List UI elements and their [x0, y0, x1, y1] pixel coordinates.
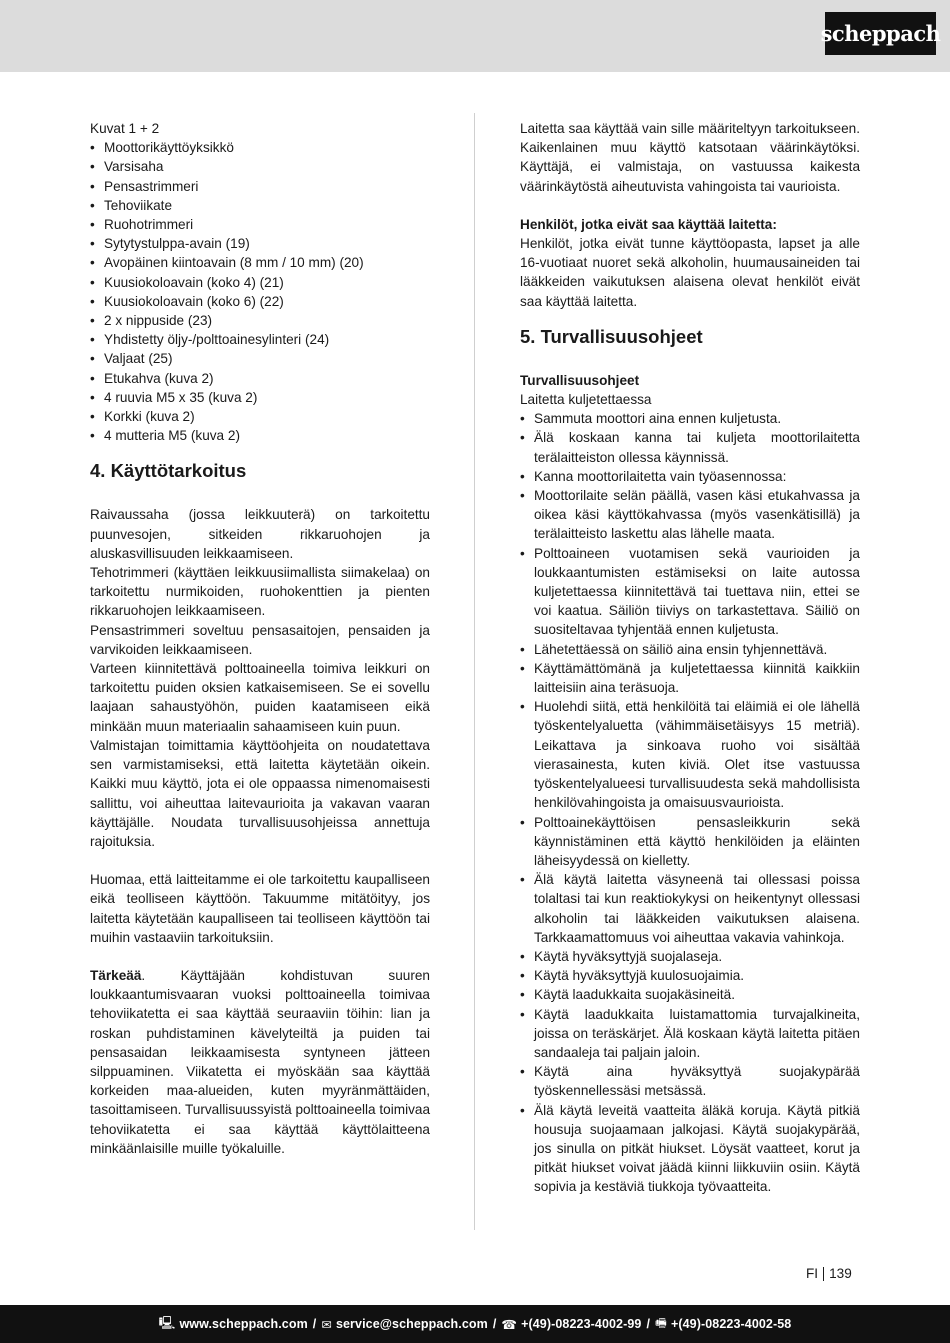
- list-item: • 4 mutteria M5 (kuva 2): [90, 426, 430, 445]
- brand-name: scheppach: [820, 21, 941, 46]
- safety-list: [520, 409, 860, 1196]
- list-item: • 4 ruuvia M5 x 35 (kuva 2): [90, 388, 430, 407]
- important-note: [90, 966, 430, 1158]
- safety-subheading: Turvallisuusohjeet: [520, 372, 640, 388]
- email-link[interactable]: service@scheppach.com: [335, 1317, 488, 1331]
- list-item: • Käyttämättömänä ja kuljetettaessa kiinnitä kaikkiin laitteisiin aina teräsuoja.: [520, 659, 860, 697]
- list-item: • Sytytystulppa-avain (19): [90, 234, 430, 253]
- list-item: • Kanna moottorilaitetta vain työasennossa:: [520, 467, 860, 486]
- list-item: • Valjaat (25): [90, 349, 430, 368]
- important-text: . Käyttäjään kohdistuvan suuren loukkaantumisvaaran vuoksi polttoaineella toimivaa tehoviikatetta ei saa käyttää seuraaviin töihin: lian ja roskan puhdistaminen kävelyteiltä ja puiden tai pensasaidan leikkaamisesta syntyneen jätteen silppuaminen. Viikatetta ei myöskään saa käyttää korkeiden maa-alueiden, kuten myyränmättäiden, tasoittamiseen. Turvallisuussyistä polttoaineella toimivaa tehoviikatetta ei saa käyttää käyttölaitteena minkäänlaisille muille työkaluille.: [90, 967, 431, 1156]
- list-item: • Älä käytä leveitä vaatteita äläkä koruja. Käytä pitkiä housuja suojaamaan jalkojasi. Käytä suojakypärää, jos sinulla on pitkät hiukset. Löysät vaatteet, korut ja pitkät hiukset voivat jäädä kiinni liikkuviin osiin. Käytä sopivia ja kestäviä tiukkoja työvaatteita.: [520, 1101, 860, 1197]
- usage-paragraph: Raivaussaha (jossa leikkuuterä) on tarkoitettu puunvesojen, sitkeiden rikkaruohojen ja aluskasvillisuuden leikkaamiseen.: [90, 507, 430, 561]
- header-band: [0, 0, 950, 72]
- list-item: • Käytä laadukkaita luistamattomia turvajalkineita, joissa on teräskärjet. Älä koskaan käytä laitetta pitäen sandaaleja tai paljain jaloin.: [520, 1005, 860, 1063]
- list-item: • Avopäinen kiintoavain (8 mm / 10 mm) (20): [90, 253, 430, 272]
- monitor-icon: 🖳: [158, 1315, 176, 1330]
- list-item: • Käytä hyväksyttyjä suojalaseja.: [520, 947, 860, 966]
- usage-paragraph: Valmistajan toimittamia käyttöohjeita on noudatettava sen varmistamiseksi, että laitetta käytetään oikein. Kaikki muu käyttö, jota ei ole oppaassa nimenomaisesti sallittu, voi aiheuttaa laitevaurioita ja vakavan vaaran käyttäjälle. Noudata turvallisuusohjeissa annettuja rajoituksia.: [90, 737, 430, 849]
- list-item: • Älä käytä laitetta väsyneenä tai ollessasi poissa tolaltasi tai kun reaktiokykysi on heikentynyt ollessasi alkoholin tai lääkkeiden vaikutuksen alaisena. Tarkkaamattomuus voi aiheuttaa vakavia vahinkoja.: [520, 870, 860, 947]
- right-column: [520, 119, 860, 1197]
- footer-contact-bar: 🖳 www.scheppach.com / ✉ service@scheppach.com / ☎ +(49)-08223-4002-99 / 🖷 +(49)-08223-4002-58: [0, 1305, 950, 1343]
- list-item: • Kuusiokoloavain (koko 4) (21): [90, 273, 430, 292]
- list-item: • Huolehdi siitä, että henkilöitä tai eläimiä ei ole lähellä työskentelyaluetta (vähimmäisetäisyys 15 metriä). Leikattava ja sinkoava ruoho voi sisältää vierasainesta, kuten kiviä. Olet itse vastuussa työskentelyalueesi turvallisuudesta sekä mahdollisista henkilövahingoista ja omaisuusvaurioista.: [520, 697, 860, 812]
- mail-icon: ✉: [321, 1317, 332, 1332]
- list-item: • Älä koskaan kanna tai kuljeta moottorilaitetta terälaitteiston ollessa käynnissä.: [520, 428, 860, 466]
- list-item: • 2 x nippuside (23): [90, 311, 430, 330]
- list-item: • Yhdistetty öljy-/polttoainesylinteri (24): [90, 330, 430, 349]
- important-label: Tärkeää: [90, 967, 142, 983]
- left-column: [90, 119, 430, 1158]
- usage-paragraph: Varteen kiinnitettävä polttoaineella toimiva leikkuri on tarkoitettu puiden oksien katkaisemiseen. Se ei sovellu laajaan sahaustyöhön, puiden kaatamiseen eikä minkään muun materiaalin sahaamiseen kuin puun.: [90, 661, 430, 734]
- list-item: • Ruohotrimmeri: [90, 215, 430, 234]
- delivery-list: [90, 138, 430, 445]
- phone-number: +(49)-08223-4002-99: [521, 1317, 642, 1331]
- list-item: • Etukahva (kuva 2): [90, 369, 430, 388]
- fax-icon: 🖷: [655, 1315, 667, 1330]
- list-item: • Moottorilaite selän päällä, vasen käsi etukahvassa ja oikea käsi käyttökahvassa (myös vasenkätisillä) ja terälaitteisto laskettu alas lähelle maata.: [520, 486, 860, 544]
- section-4-heading: 4. Käyttötarkoitus: [90, 460, 247, 482]
- list-item: • Käytä laadukkaita suojakäsineitä.: [520, 985, 860, 1004]
- list-item: • Käytä aina hyväksyttyä suojakypärää työskennellessäsi metsässä.: [520, 1062, 860, 1100]
- list-item: • Varsisaha: [90, 157, 430, 176]
- delivery-heading: Kuvat 1 + 2: [90, 121, 160, 136]
- section-5-heading: 5. Turvallisuusohjeet: [520, 325, 703, 347]
- list-item: • Polttoaineen vuotamisen sekä vaurioiden ja loukkaantumisten estämiseksi on laite autossa kuljetettaessa kiinnitettävä tai tuettava niin, ettei se voi kaatua. Säiliön tiiviys on tarkastettava. Säiliö on suositeltavaa tyhjentää ennen kuljetusta.: [520, 544, 860, 640]
- website-link[interactable]: www.scheppach.com: [179, 1317, 308, 1331]
- transport-label: Laitetta kuljetettaessa: [520, 392, 652, 408]
- fax-number: +(49)-08223-4002-58: [670, 1317, 792, 1331]
- list-item: • Kuusiokoloavain (koko 6) (22): [90, 292, 430, 311]
- column-divider: [474, 113, 475, 1230]
- persons-paragraph: Henkilöt, jotka eivät tunne käyttöopasta, lapset ja alle 16-vuotiaat nuoret sekä alkoholin, huumausaineiden tai lääkkeiden vaikutuksen alaisena olevat henkilöt eivät saa käyttää laitetta.: [520, 236, 860, 309]
- page-number-value: 139: [829, 1266, 852, 1281]
- persons-heading: Henkilöt, jotka eivät saa käyttää laitetta:: [520, 216, 777, 232]
- misuse-paragraph: Laitetta saa käyttää vain sille määriteltyyn tarkoitukseen. Kaikenlainen muu käyttö katsotaan väärinkäytöksi. Käyttäjä, ei valmistaja, on vastuussa kaikesta väärinkäytöstä aiheutuvista vahingoista tai vaurioista.: [520, 121, 860, 194]
- page-number: [806, 1264, 852, 1283]
- list-item: • Lähetettäessä on säiliö aina ensin tyhjennettävä.: [520, 640, 860, 659]
- phone-icon: ☎: [501, 1317, 518, 1332]
- list-item: • Käytä hyväksyttyjä kuulosuojaimia.: [520, 966, 860, 985]
- commercial-use-note: Huomaa, että laitteitamme ei ole tarkoitettu kaupalliseen eikä teolliseen käyttöön. Takuumme mitätöityy, jos laitetta käytetään kaupalliseen tai teolliseen käyttöön tai muihin vastaaviin tarkoituksiin.: [90, 872, 430, 945]
- list-item: • Korkki (kuva 2): [90, 407, 430, 426]
- page-language: FI: [806, 1266, 819, 1281]
- list-item: • Pensastrimmeri: [90, 177, 430, 196]
- list-item: • Moottorikäyttöyksikkö: [90, 138, 430, 157]
- usage-paragraph: Pensastrimmeri soveltuu pensasaitojen, pensaiden ja varvikoiden leikkaamiseen.: [90, 622, 430, 657]
- list-item: • Polttoainekäyttöisen pensasleikkurin sekä käynnistäminen että käyttö henkilöiden ja eläinten läheisyydessä on kielletty.: [520, 813, 860, 871]
- list-item: • Sammuta moottori aina ennen kuljetusta.: [520, 409, 860, 428]
- usage-paragraph: Tehotrimmeri (käyttäen leikkuusiimallista siimakelaa) on tarkoitettu nurmikoiden, ruohokenttien ja pienten rikkaruohojen leikkaamiseen.: [90, 565, 430, 619]
- scheppach-logo: [820, 12, 941, 55]
- page-number-divider: [823, 1267, 824, 1281]
- list-item: • Tehoviikate: [90, 196, 430, 215]
